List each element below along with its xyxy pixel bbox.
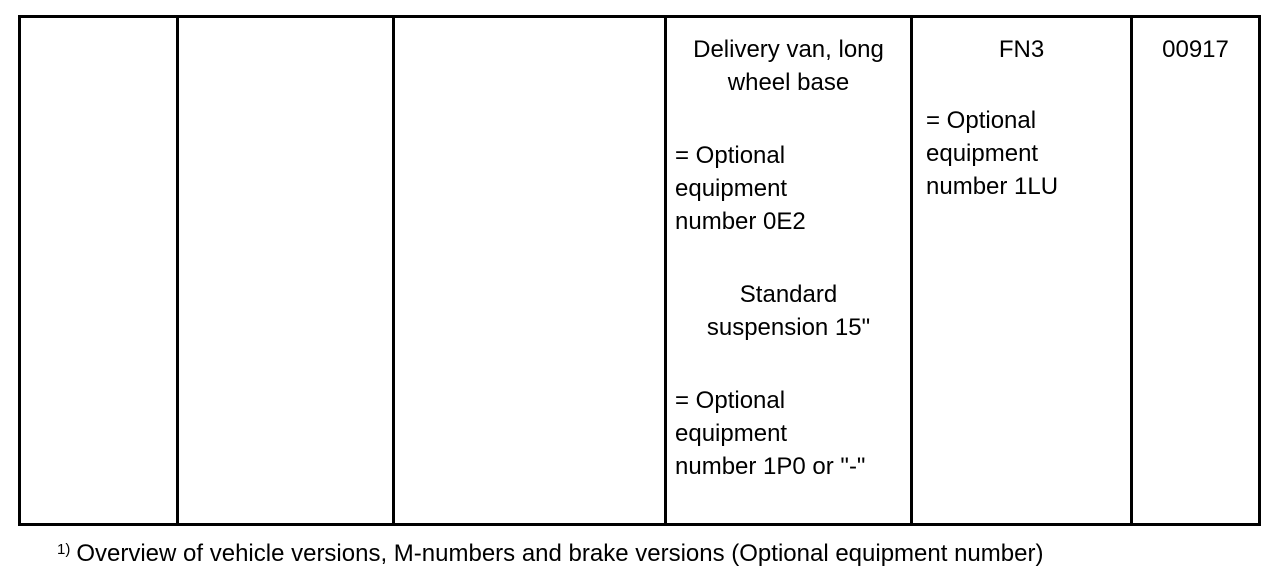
vehicle-title-line2: wheel base — [727, 69, 850, 96]
footnote-marker: 1) — [57, 541, 71, 558]
vehicle-title-line1: Delivery van, long — [693, 36, 884, 63]
standard-suspension — [667, 278, 910, 344]
optional-equipment-1lu — [926, 104, 1058, 203]
option1-line2: equipment — [675, 175, 788, 202]
parts-table — [18, 15, 1261, 526]
footnote-text: Overview of vehicle versions, M-numbers and brake versions (Optional equipment number) — [76, 540, 1044, 567]
table-cell-code — [913, 18, 1133, 523]
table-cell-col3 — [395, 18, 667, 523]
option1-line3: number 0E2 — [675, 208, 806, 235]
code-option-line2: equipment — [926, 140, 1039, 167]
option2-line3: number 1P0 or "-" — [675, 453, 866, 480]
standard-line1: Standard — [739, 281, 838, 308]
code-option-line3: number 1LU — [926, 173, 1059, 200]
standard-line2: suspension 15" — [706, 314, 871, 341]
option2-line1: = Optional — [675, 387, 786, 414]
option2-line2: equipment — [675, 420, 788, 447]
option1-line1: = Optional — [675, 142, 786, 169]
optional-equipment-1p0 — [675, 384, 865, 483]
footnote — [57, 538, 1043, 570]
optional-equipment-0e2 — [675, 139, 806, 238]
part-number: 00917 — [1162, 36, 1229, 63]
vehicle-title — [667, 33, 910, 99]
table-cell-col1 — [21, 18, 179, 523]
table-cell-number — [1133, 18, 1258, 523]
table-cell-description — [667, 18, 913, 523]
table-cell-col2 — [179, 18, 395, 523]
code-value: FN3 — [998, 36, 1045, 63]
code-option-line1: = Optional — [926, 107, 1037, 134]
